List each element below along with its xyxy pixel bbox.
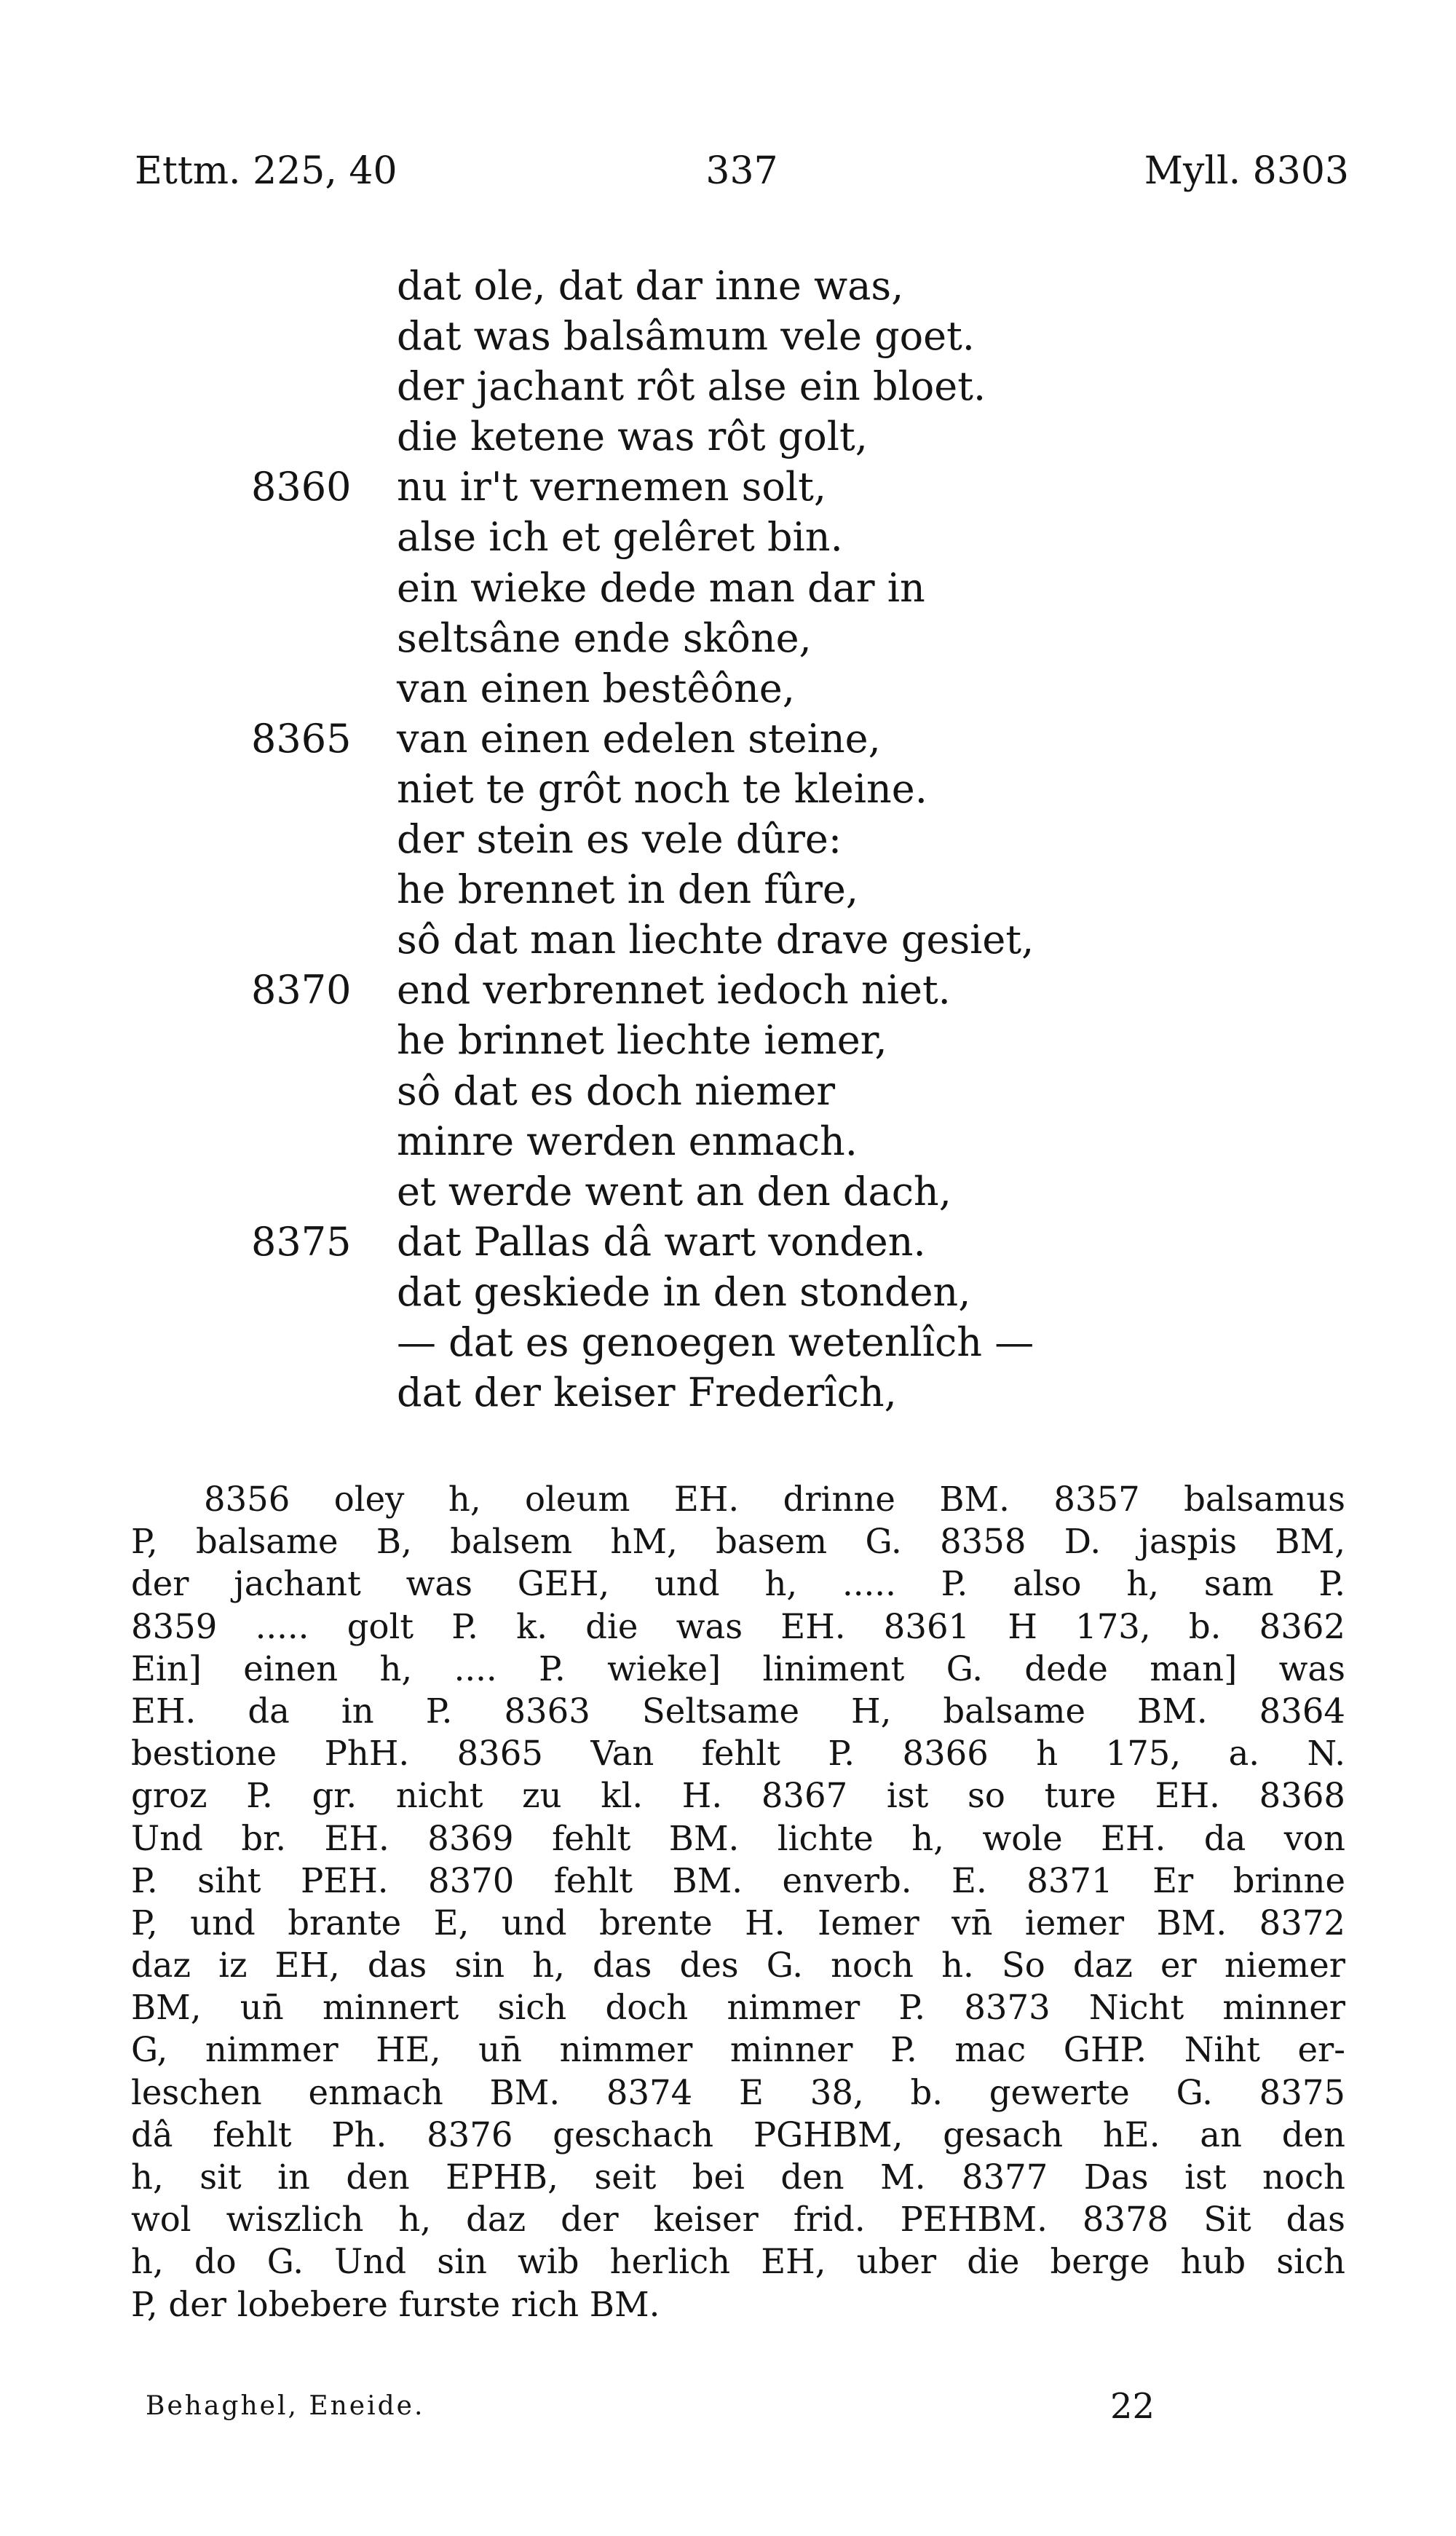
verse-number: 8375 xyxy=(251,1218,352,1265)
apparatus-line: 8359 ..... golt P. k. die was EH. 8361 H 173, b. 8362 xyxy=(131,1606,1345,1646)
verse-text: dat geskiede in den stonden, xyxy=(397,1268,971,1315)
verse-text: alse ich et gelêret bin. xyxy=(397,514,843,561)
running-head-left: Ettm. 225, 40 xyxy=(135,149,397,193)
apparatus-line: groz P. gr. nicht zu kl. H. 8367 ist so ture EH. 8368 xyxy=(131,1776,1345,1816)
verse-text: dat Pallas dâ wart vonden. xyxy=(397,1218,926,1265)
apparatus-line: 8356 oley h, oleum EH. drinne BM. 8357 balsamus xyxy=(204,1480,1345,1519)
page-number: 337 xyxy=(705,149,778,193)
verse-line xyxy=(0,1267,1456,1317)
apparatus-line: P, und brante E, und brente H. Iemer vn̄ iemer BM. 8372 xyxy=(131,1903,1345,1943)
verse-line xyxy=(0,814,1456,864)
verse-line xyxy=(0,864,1456,915)
page-footer xyxy=(146,2381,1165,2432)
verse-text: nu ir't vernemen solt, xyxy=(397,464,826,510)
verse-line xyxy=(0,1367,1456,1418)
verse-text: der stein es vele dûre: xyxy=(397,816,842,863)
apparatus-line: leschen enmach BM. 8374 E 38, b. gewerte G. 8375 xyxy=(131,2072,1345,2112)
verse-line xyxy=(0,965,1456,1015)
verse-text: he brinnet liechte iemer, xyxy=(397,1017,887,1064)
verse-line xyxy=(0,1217,1456,1267)
apparatus-line: BM, un̄ minnert sich doch nimmer P. 8373 Nicht minner xyxy=(131,1988,1345,2028)
apparatus-line: h, sit in den EPHB, seit bei den M. 8377 Das ist noch xyxy=(131,2157,1345,2197)
apparatus-line: dâ fehlt Ph. 8376 geschach PGHBM, gesach hE. an den xyxy=(131,2114,1345,2154)
verse-line xyxy=(0,1116,1456,1166)
apparatus-line: Ein] einen h, .... P. wieke] liniment G. dede man] was xyxy=(131,1648,1345,1688)
verse-text: — dat es genoegen wetenlîch — xyxy=(397,1319,1034,1365)
apparatus-line: G, nimmer HE, un̄ nimmer minner P. mac GHP. Niht er- xyxy=(131,2030,1345,2070)
verse-line xyxy=(0,1015,1456,1065)
running-head xyxy=(135,142,1349,200)
verse-text: niet te grôt noch te kleine. xyxy=(397,765,927,812)
verse-text: dat was balsâmum vele goet. xyxy=(397,313,975,360)
apparatus-line: P, balsame B, balsem hM, basem G. 8358 D. jaspis BM, xyxy=(131,1522,1345,1562)
verse-text: ein wieke dede man dar in xyxy=(397,564,925,611)
verse-line xyxy=(0,1317,1456,1367)
apparatus-line: P, der lobebere furste rich BM. xyxy=(131,2284,660,2324)
verse-line xyxy=(0,663,1456,714)
verse-line xyxy=(0,714,1456,764)
poem-text xyxy=(0,261,1456,1418)
verse-line xyxy=(0,512,1456,562)
verse-line xyxy=(0,462,1456,512)
verse-line xyxy=(0,261,1456,311)
sheet-number: 22 xyxy=(1110,2386,1155,2427)
verse-text: et werde went an den dach, xyxy=(397,1168,951,1214)
verse-text: van einen edelen steine, xyxy=(397,715,881,762)
verse-number: 8360 xyxy=(251,464,352,510)
footer-signature: Behaghel, Eneide. xyxy=(146,2391,425,2421)
verse-line xyxy=(0,1166,1456,1217)
apparatus-line: h, do G. Und sin wib herlich EH, uber die berge hub sich xyxy=(131,2242,1345,2282)
verse-number: 8365 xyxy=(251,715,352,762)
verse-text: der jachant rôt alse ein bloet. xyxy=(397,363,986,410)
verse-text: dat ole, dat dar inne was, xyxy=(397,263,904,309)
verse-line xyxy=(0,613,1456,663)
critical-apparatus xyxy=(131,1478,1345,2326)
verse-number: 8370 xyxy=(251,967,352,1014)
verse-text: die ketene was rôt golt, xyxy=(397,414,868,460)
verse-line xyxy=(0,311,1456,361)
apparatus-line: Und br. EH. 8369 fehlt BM. lichte h, wole EH. da von xyxy=(131,1818,1345,1858)
apparatus-line: daz iz EH, das sin h, das des G. noch h. So daz er niemer xyxy=(131,1946,1345,1986)
verse-line xyxy=(0,764,1456,814)
verse-line xyxy=(0,361,1456,411)
verse-text: seltsâne ende skône, xyxy=(397,615,812,661)
verse-text: van einen bestêône, xyxy=(397,665,795,711)
verse-text: sô dat man liechte drave gesiet, xyxy=(397,917,1034,963)
apparatus-line: P. siht PEH. 8370 fehlt BM. enverb. E. 8371 Er brinne xyxy=(131,1860,1345,1900)
verse-line xyxy=(0,563,1456,613)
verse-text: sô dat es doch niemer xyxy=(397,1067,836,1114)
verse-line xyxy=(0,915,1456,965)
apparatus-line: EH. da in P. 8363 Seltsame H, balsame BM. 8364 xyxy=(131,1691,1345,1731)
verse-text: dat der keiser Frederîch, xyxy=(397,1370,897,1416)
verse-line xyxy=(0,1066,1456,1116)
verse-line xyxy=(0,411,1456,462)
verse-text: minre werden enmach. xyxy=(397,1118,858,1164)
apparatus-line: der jachant was GEH, und h, ..... P. also h, sam P. xyxy=(131,1564,1345,1604)
apparatus-line: wol wiszlich h, daz der keiser frid. PEHBM. 8378 Sit das xyxy=(131,2200,1345,2240)
running-head-right: Myll. 8303 xyxy=(1144,149,1349,193)
apparatus-line: bestione PhH. 8365 Van fehlt P. 8366 h 175, a. N. xyxy=(131,1734,1345,1774)
verse-text: he brennet in den fûre, xyxy=(397,866,858,913)
verse-text: end verbrennet iedoch niet. xyxy=(397,967,951,1014)
